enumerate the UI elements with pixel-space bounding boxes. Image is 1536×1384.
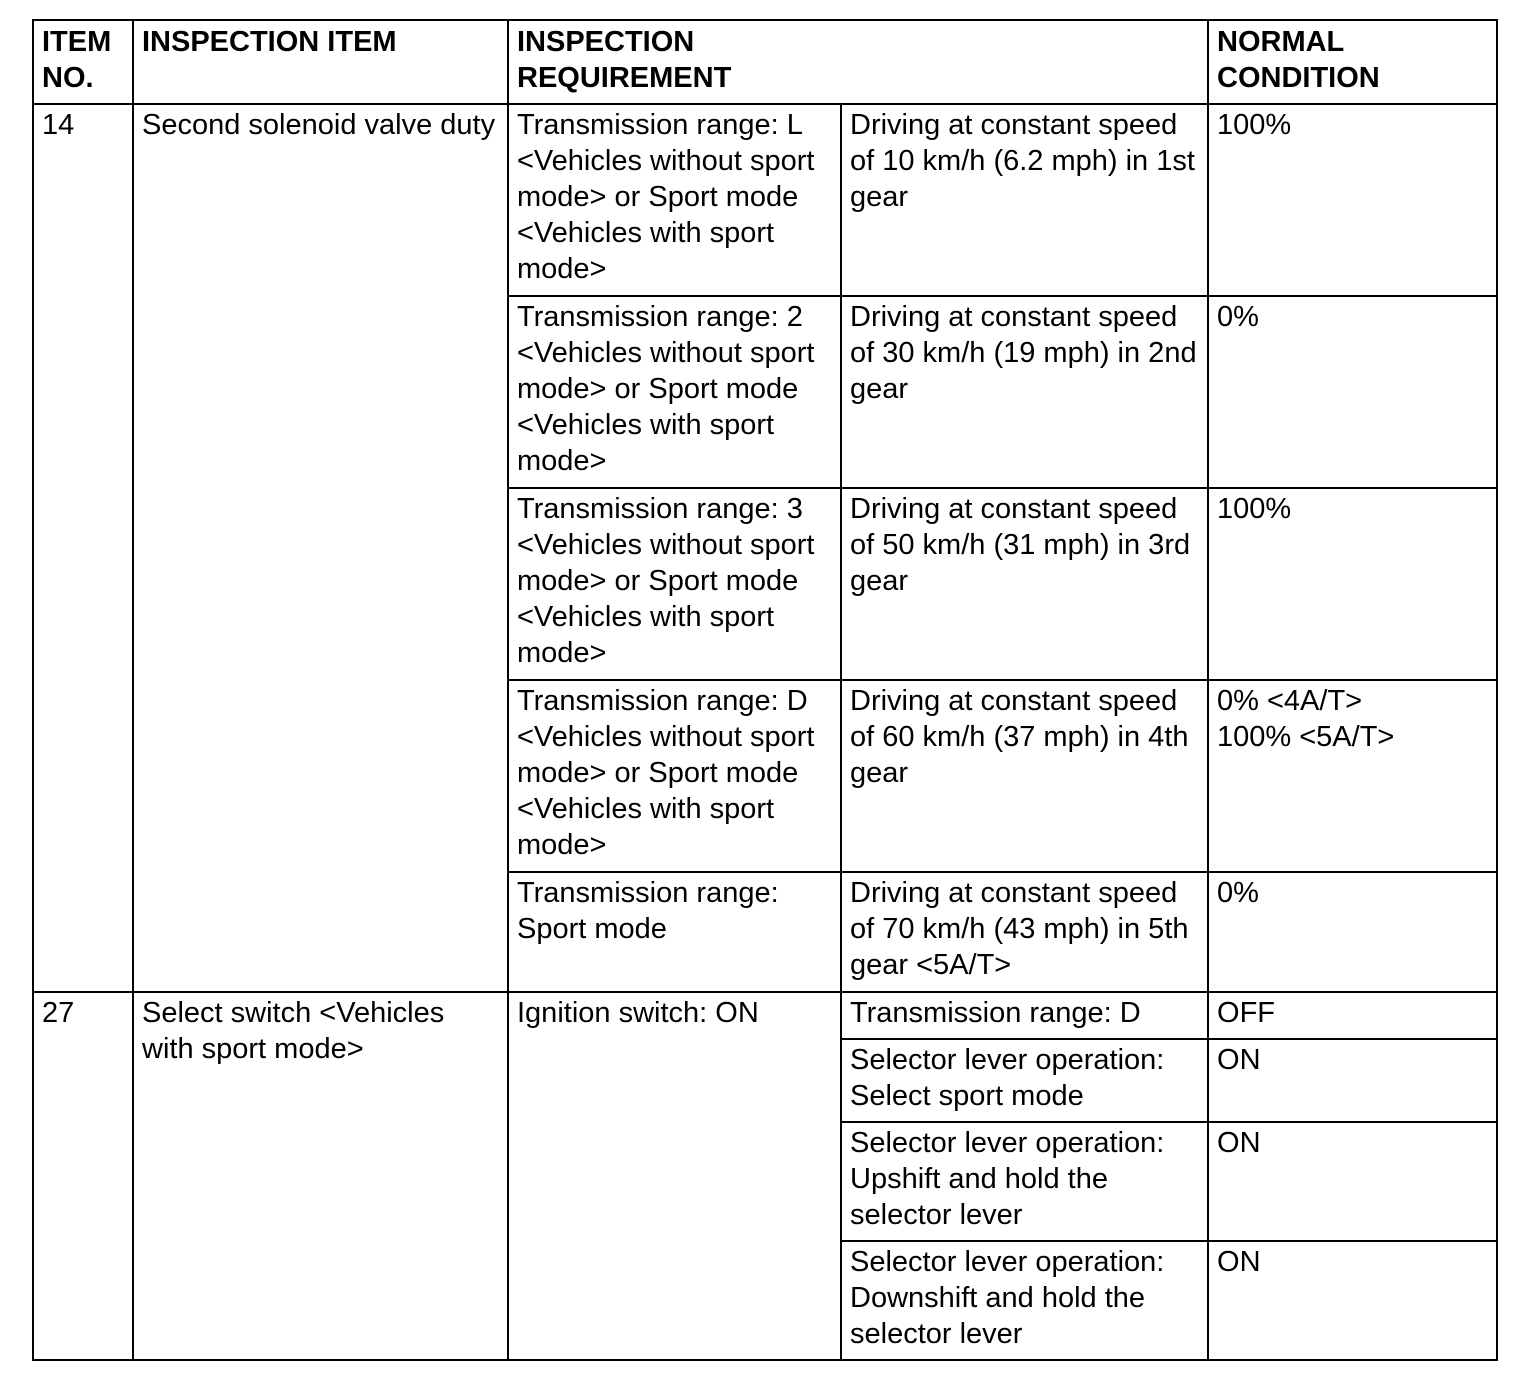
requirement-cell: Transmission range: 2 <Vehicles without sport mode> or Sport mode <Vehicles with sport mode>: [508, 296, 841, 488]
condition-cell: Driving at constant speed of 70 km/h (43 mph) in 5th gear <5A/T>: [841, 872, 1208, 992]
requirement-cell: Transmission range: Sport mode: [508, 872, 841, 992]
header-inspection-requirement: INSPECTION REQUIREMENT: [508, 20, 1208, 104]
condition-cell: Driving at constant speed of 30 km/h (19 mph) in 2nd gear: [841, 296, 1208, 488]
normal-condition-cell: ON: [1208, 1241, 1497, 1360]
condition-cell: Selector lever operation: Select sport mode: [841, 1039, 1208, 1122]
normal-condition-cell: 0% <4A/T> 100% <5A/T>: [1208, 680, 1497, 872]
header-normal-condition: NORMAL CONDITION: [1208, 20, 1497, 104]
table-row: [33, 992, 1497, 1039]
item-number: 27: [33, 992, 133, 1360]
header-item-no: ITEM NO.: [33, 20, 133, 104]
item-number: 14: [33, 104, 133, 992]
normal-condition-cell: ON: [1208, 1039, 1497, 1122]
normal-condition-cell: 0%: [1208, 296, 1497, 488]
inspection-table: [32, 19, 1498, 1361]
normal-condition-cell: ON: [1208, 1122, 1497, 1241]
normal-condition-cell: OFF: [1208, 992, 1497, 1039]
condition-cell: Selector lever operation: Downshift and hold the selector lever: [841, 1241, 1208, 1360]
header-inspection-item: INSPECTION ITEM: [133, 20, 508, 104]
table-header-row: [33, 20, 1497, 104]
condition-cell: Transmission range: D: [841, 992, 1208, 1039]
requirement-cell: Transmission range: L <Vehicles without sport mode> or Sport mode <Vehicles with sport mode>: [508, 104, 841, 296]
normal-condition-cell: 100%: [1208, 488, 1497, 680]
requirement-cell: Transmission range: D <Vehicles without sport mode> or Sport mode <Vehicles with sport mode>: [508, 680, 841, 872]
condition-cell: Driving at constant speed of 10 km/h (6.2 mph) in 1st gear: [841, 104, 1208, 296]
table-row: [33, 104, 1497, 296]
inspection-item-name: Select switch <Vehicles with sport mode>: [133, 992, 508, 1360]
condition-cell: Driving at constant speed of 60 km/h (37 mph) in 4th gear: [841, 680, 1208, 872]
inspection-item-name: Second solenoid valve duty: [133, 104, 508, 992]
condition-cell: Driving at constant speed of 50 km/h (31 mph) in 3rd gear: [841, 488, 1208, 680]
normal-condition-cell: 0%: [1208, 872, 1497, 992]
condition-cell: Selector lever operation: Upshift and hold the selector lever: [841, 1122, 1208, 1241]
requirement-cell: Ignition switch: ON: [508, 992, 841, 1360]
requirement-cell: Transmission range: 3 <Vehicles without sport mode> or Sport mode <Vehicles with sport mode>: [508, 488, 841, 680]
normal-condition-cell: 100%: [1208, 104, 1497, 296]
